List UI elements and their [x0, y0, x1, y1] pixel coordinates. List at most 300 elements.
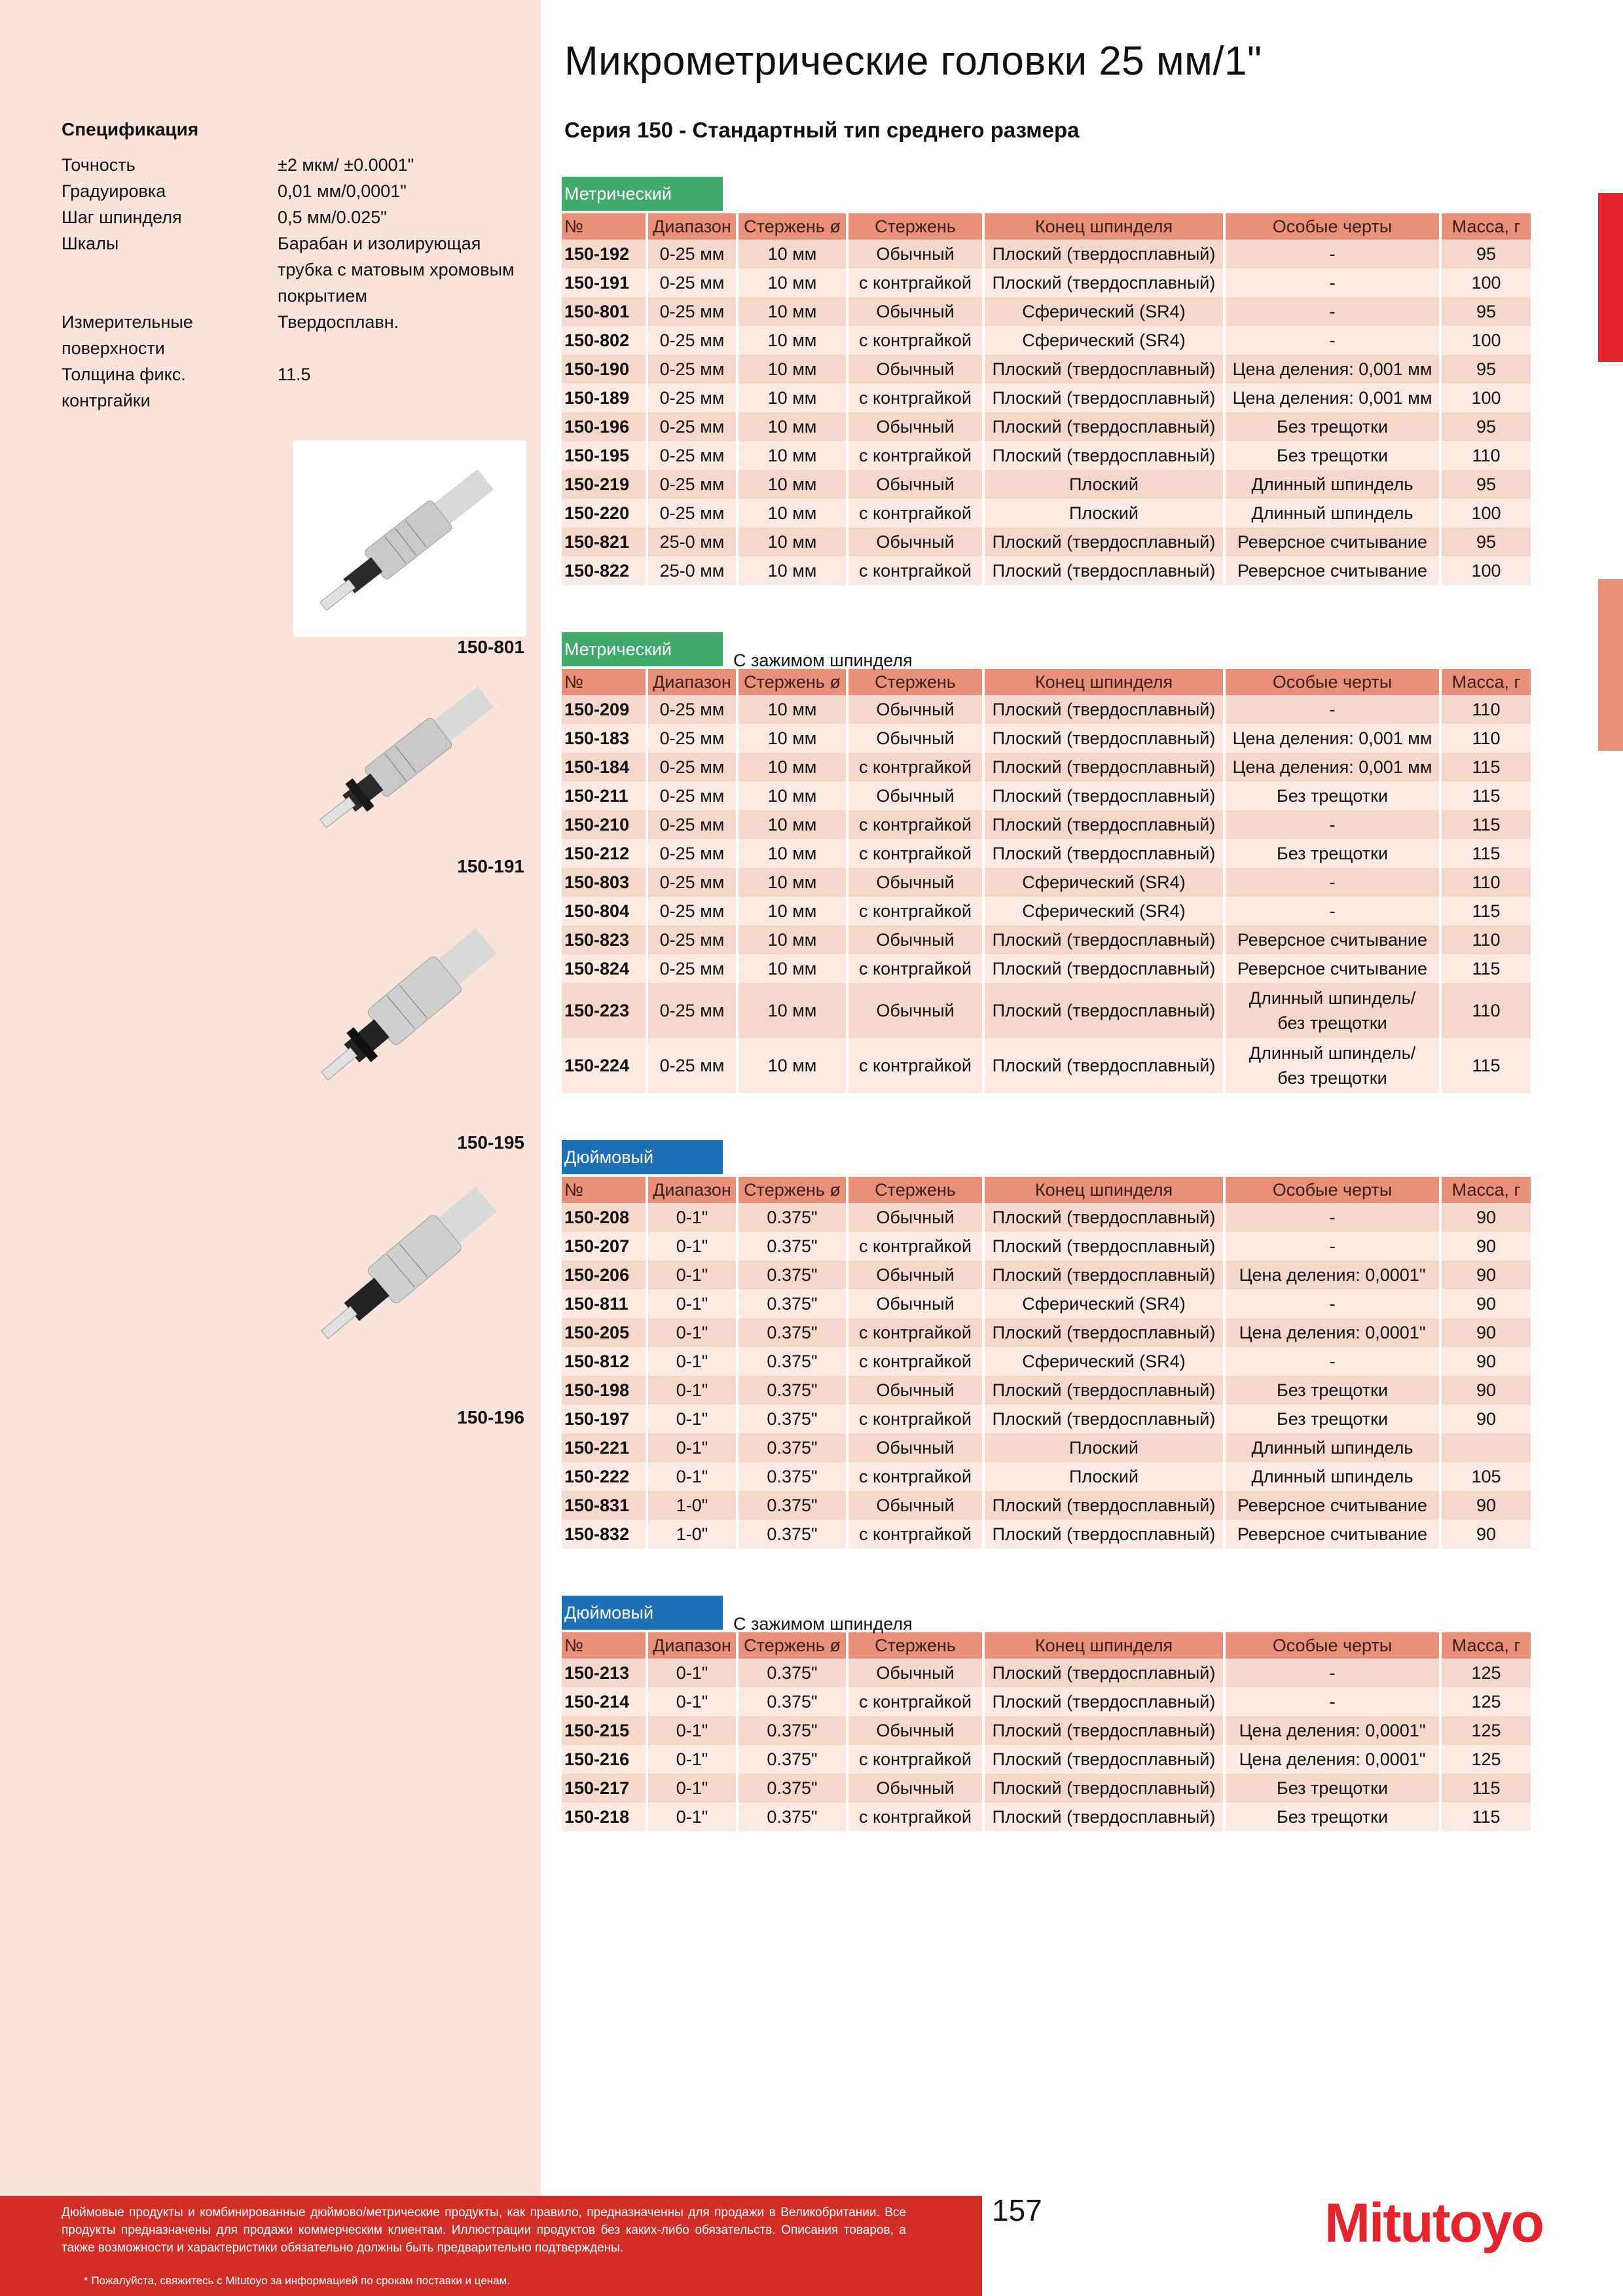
table-cell: 0.375": [739, 1491, 846, 1520]
table-cell: Реверсное считывание: [1226, 528, 1439, 556]
table-cell: 0-1": [648, 1405, 736, 1433]
spec-key: Шкалы: [62, 234, 119, 253]
table-cell: Цена деления: 0,0001": [1226, 1318, 1439, 1347]
table-cell: 110: [1442, 925, 1531, 954]
table-cell: 0-25 мм: [648, 954, 736, 983]
column-header: Конец шпинделя: [985, 1632, 1223, 1659]
table-cell: 95: [1442, 412, 1531, 441]
cell-line: без трещотки: [1277, 1068, 1387, 1088]
table-cell: Плоский (твердосплавный): [985, 925, 1223, 954]
table-row: [562, 1232, 1531, 1261]
table-cell: Обычный: [848, 412, 982, 441]
column-header: Конец шпинделя: [985, 669, 1223, 695]
table-cell: Обычный: [848, 983, 982, 1038]
micrometer-head-icon: [293, 440, 526, 637]
column-header: Диапазон: [648, 669, 736, 695]
product-code: 150-206: [562, 1261, 646, 1289]
column-header: Особые черты: [1226, 669, 1439, 695]
table-cell: Плоский (твердосплавный): [985, 954, 1223, 983]
table-cell: с контргайкой: [848, 1405, 982, 1433]
footer-disclaimer: [0, 2196, 982, 2296]
product-code: 150-802: [562, 326, 646, 355]
table-cell: с контргайкой: [848, 1745, 982, 1774]
table-cell: 10 мм: [739, 384, 846, 412]
table-cell: 1-0": [648, 1491, 736, 1520]
table-cell: 0-25 мм: [648, 499, 736, 528]
table-cell: Без трещотки: [1226, 839, 1439, 868]
table-cell: 10 мм: [739, 810, 846, 839]
table-cell: 0-25 мм: [648, 1038, 736, 1093]
table-cell: 0.375": [739, 1405, 846, 1433]
micrometer-head-icon: [293, 897, 526, 1113]
table-cell: Плоский (твердосплавный): [985, 1687, 1223, 1716]
table-cell: Цена деления: 0,001 мм: [1226, 384, 1439, 412]
table-row: [562, 753, 1531, 781]
table-cell: 115: [1442, 1038, 1531, 1093]
column-header: №: [562, 213, 646, 240]
table-cell: 0-25 мм: [648, 297, 736, 326]
spec-value: 0,5 мм/0.025": [278, 207, 387, 227]
table-cell: Обычный: [848, 724, 982, 753]
column-header: Особые черты: [1226, 1177, 1439, 1203]
table-row: [562, 1261, 1531, 1289]
table-cell: 10 мм: [739, 954, 846, 983]
table-cell: 90: [1442, 1491, 1531, 1520]
table-cell: 115: [1442, 954, 1531, 983]
table-cell: -: [1226, 868, 1439, 897]
table-cell: 0-1": [648, 1347, 736, 1376]
table-cell: Без трещотки: [1226, 1405, 1439, 1433]
spec-table: [62, 152, 533, 414]
table-cell: 0.375": [739, 1462, 846, 1491]
table-cell: с контргайкой: [848, 1038, 982, 1093]
product-code: 150-801: [562, 297, 646, 326]
column-header: Масса, г: [1442, 1177, 1531, 1203]
table-cell: 90: [1442, 1261, 1531, 1289]
product-code: 150-195: [562, 441, 646, 470]
right-edge-tab-salmon: [1598, 579, 1623, 751]
section-inch-clamp: [562, 1596, 1533, 1831]
table-cell: 90: [1442, 1232, 1531, 1261]
table-row: [562, 897, 1531, 925]
table-cell: Сферический (SR4): [985, 1289, 1223, 1318]
product-image-1-label: 150-801: [457, 637, 524, 657]
table-cell: с контргайкой: [848, 954, 982, 983]
table-cell: Обычный: [848, 1491, 982, 1520]
table-row: [562, 1716, 1531, 1745]
table-row: [562, 1462, 1531, 1491]
section-tag: Дюймовый: [562, 1596, 723, 1630]
column-header: Масса, г: [1442, 669, 1531, 695]
table-cell: 10 мм: [739, 925, 846, 954]
column-header: Стержень: [848, 669, 982, 695]
table-cell: Длинный шпиндель: [1226, 1433, 1439, 1462]
cell-line: Длинный шпиндель/: [1249, 988, 1416, 1008]
table-cell: 0-1": [648, 1462, 736, 1491]
table-cell: Без трещотки: [1226, 412, 1439, 441]
product-code: 150-184: [562, 753, 646, 781]
column-header: Стержень ø: [739, 1632, 846, 1659]
column-header: Конец шпинделя: [985, 213, 1223, 240]
table-cell: Реверсное считывание: [1226, 1491, 1439, 1520]
table-cell: 0.375": [739, 1261, 846, 1289]
table-cell: 0.375": [739, 1347, 846, 1376]
table-cell: Сферический (SR4): [985, 297, 1223, 326]
table-row: [562, 1203, 1531, 1232]
table-cell: 0.375": [739, 1659, 846, 1687]
table-cell: Обычный: [848, 781, 982, 810]
table-row: [562, 1774, 1531, 1803]
table-cell: 0.375": [739, 1687, 846, 1716]
table-cell: Плоский (твердосплавный): [985, 753, 1223, 781]
table-cell: 100: [1442, 384, 1531, 412]
footer-note: * Пожалуйста, свяжитесь с Mitutoyo за информацией по срокам поставки и ценам.: [84, 2274, 510, 2287]
table-cell: Плоский (твердосплавный): [985, 1774, 1223, 1803]
right-edge-tab-red: [1598, 193, 1623, 362]
table-cell: 10 мм: [739, 326, 846, 355]
table-cell: Плоский (твердосплавный): [985, 983, 1223, 1038]
table-cell: Сферический (SR4): [985, 897, 1223, 925]
table-cell: -: [1226, 1659, 1439, 1687]
table-cell: 0-25 мм: [648, 240, 736, 268]
table-row: [562, 983, 1531, 1038]
spec-value: 11.5: [278, 365, 311, 384]
product-code: 150-222: [562, 1462, 646, 1491]
product-code: 150-211: [562, 781, 646, 810]
table-row: [562, 1038, 1531, 1093]
cell-line: без трещотки: [1277, 1013, 1387, 1033]
table-row: [562, 781, 1531, 810]
table-cell: 10 мм: [739, 983, 846, 1038]
table-cell: -: [1226, 1203, 1439, 1232]
table-cell: Плоский (твердосплавный): [985, 1745, 1223, 1774]
table-cell: 10 мм: [739, 1038, 846, 1093]
column-header: Особые черты: [1226, 213, 1439, 240]
table-cell: с контргайкой: [848, 556, 982, 585]
table-row: [562, 1687, 1531, 1716]
table-cell: 90: [1442, 1203, 1531, 1232]
table-cell: Плоский: [985, 499, 1223, 528]
product-image-4-label: 150-196: [457, 1407, 524, 1427]
product-code: 150-191: [562, 268, 646, 297]
product-code: 150-218: [562, 1803, 646, 1831]
table-row: [562, 355, 1531, 384]
table-cell: Обычный: [848, 240, 982, 268]
table-cell: Реверсное считывание: [1226, 954, 1439, 983]
table-cell: Обычный: [848, 925, 982, 954]
table-cell: Плоский (твердосплавный): [985, 724, 1223, 753]
table-cell: 0-1": [648, 1203, 736, 1232]
table-row: [562, 1376, 1531, 1405]
table-cell: 0.375": [739, 1520, 846, 1549]
product-code: 150-832: [562, 1520, 646, 1549]
product-code: 150-209: [562, 695, 646, 724]
spec-row: [62, 152, 533, 178]
table-cell: 0-1": [648, 1232, 736, 1261]
table-row: [562, 412, 1531, 441]
table-cell: 95: [1442, 355, 1531, 384]
table-cell: 10 мм: [739, 556, 846, 585]
product-code: 150-811: [562, 1289, 646, 1318]
table-cell: -: [1226, 297, 1439, 326]
product-image-3: [293, 897, 526, 1113]
product-code: 150-812: [562, 1347, 646, 1376]
table-cell: Плоский: [985, 470, 1223, 499]
table-cell: Сферический (SR4): [985, 326, 1223, 355]
table-cell: Обычный: [848, 1659, 982, 1687]
spec-row: [62, 178, 533, 204]
spec-value: Твердосплавн.: [278, 312, 399, 332]
table-row: [562, 954, 1531, 983]
table-cell: 10 мм: [739, 528, 846, 556]
table-cell: [1226, 983, 1439, 1038]
column-header: Диапазон: [648, 1632, 736, 1659]
cell-line: Длинный шпиндель/: [1249, 1043, 1416, 1063]
column-header: Стержень: [848, 1632, 982, 1659]
table-cell: Без трещотки: [1226, 1376, 1439, 1405]
table-cell: 0-1": [648, 1433, 736, 1462]
table-row: [562, 297, 1531, 326]
product-image-2: [293, 655, 526, 857]
product-table: [559, 1632, 1533, 1831]
table-cell: 0-25 мм: [648, 384, 736, 412]
table-cell: Обычный: [848, 1716, 982, 1745]
product-code: 150-212: [562, 839, 646, 868]
table-cell: 0-25 мм: [648, 753, 736, 781]
table-cell: 0.375": [739, 1376, 846, 1405]
table-cell: Цена деления: 0,001 мм: [1226, 724, 1439, 753]
table-cell: 10 мм: [739, 268, 846, 297]
spec-value: Барабан и изолирующая трубка с матовым хромовым покрытием: [278, 234, 515, 306]
table-cell: Плоский (твердосплавный): [985, 1038, 1223, 1093]
table-cell: Без трещотки: [1226, 441, 1439, 470]
table-cell: 115: [1442, 810, 1531, 839]
table-cell: 90: [1442, 1318, 1531, 1347]
table-cell: Обычный: [848, 528, 982, 556]
table-cell: Обычный: [848, 355, 982, 384]
table-cell: Плоский (твердосплавный): [985, 1716, 1223, 1745]
table-cell: Без трещотки: [1226, 1803, 1439, 1831]
table-cell: 0-25 мм: [648, 839, 736, 868]
table-cell: 95: [1442, 297, 1531, 326]
table-cell: 0.375": [739, 1433, 846, 1462]
table-cell: 0-1": [648, 1745, 736, 1774]
spec-key: Точность: [62, 155, 136, 175]
table-cell: с контргайкой: [848, 839, 982, 868]
table-cell: с контргайкой: [848, 810, 982, 839]
table-cell: 10 мм: [739, 753, 846, 781]
table-cell: 0-1": [648, 1261, 736, 1289]
table-cell: -: [1226, 1347, 1439, 1376]
table-cell: Цена деления: 0,001 мм: [1226, 355, 1439, 384]
table-cell: 10 мм: [739, 441, 846, 470]
table-cell: Плоский (твердосплавный): [985, 695, 1223, 724]
spec-row: [62, 230, 533, 309]
table-cell: с контргайкой: [848, 1318, 982, 1347]
table-cell: 0-25 мм: [648, 355, 736, 384]
column-header: Стержень: [848, 213, 982, 240]
table-cell: 0-1": [648, 1716, 736, 1745]
product-code: 150-224: [562, 1038, 646, 1093]
table-cell: 10 мм: [739, 839, 846, 868]
column-header: Конец шпинделя: [985, 1177, 1223, 1203]
table-cell: Обычный: [848, 1376, 982, 1405]
column-header: Масса, г: [1442, 213, 1531, 240]
table-row: [562, 1433, 1531, 1462]
table-cell: 100: [1442, 268, 1531, 297]
table-cell: Плоский (твердосплавный): [985, 1318, 1223, 1347]
table-row: [562, 499, 1531, 528]
table-cell: 0.375": [739, 1289, 846, 1318]
table-row: [562, 868, 1531, 897]
table-cell: 0.375": [739, 1803, 846, 1831]
table-cell: [1226, 1038, 1439, 1093]
product-table: [559, 669, 1533, 1093]
spec-value: ±2 мкм/ ±0.0001": [278, 155, 414, 175]
table-cell: Обычный: [848, 1289, 982, 1318]
table-cell: 10 мм: [739, 868, 846, 897]
table-row: [562, 1520, 1531, 1549]
table-cell: Длинный шпиндель: [1226, 499, 1439, 528]
table-cell: Плоский (твердосплавный): [985, 1232, 1223, 1261]
spec-key: Градуировка: [62, 181, 166, 201]
product-code: 150-189: [562, 384, 646, 412]
section-tag: Метрический: [562, 632, 723, 666]
product-code: 150-823: [562, 925, 646, 954]
table-cell: 125: [1442, 1687, 1531, 1716]
table-cell: 0-25 мм: [648, 983, 736, 1038]
section-subtitle: С зажимом шпинделя: [733, 1614, 913, 1634]
table-cell: Плоский (твердосплавный): [985, 839, 1223, 868]
table-cell: Цена деления: 0,0001": [1226, 1716, 1439, 1745]
table-cell: -: [1226, 1687, 1439, 1716]
product-code: 150-213: [562, 1659, 646, 1687]
table-cell: Плоский (твердосплавный): [985, 1659, 1223, 1687]
column-header: Масса, г: [1442, 1632, 1531, 1659]
mitutoyo-logo: Mitutoyo: [1324, 2192, 1543, 2253]
table-cell: 110: [1442, 724, 1531, 753]
table-cell: с контргайкой: [848, 326, 982, 355]
table-cell: с контргайкой: [848, 1687, 982, 1716]
table-cell: с контргайкой: [848, 1347, 982, 1376]
table-cell: с контргайкой: [848, 753, 982, 781]
table-cell: Сферический (SR4): [985, 1347, 1223, 1376]
product-code: 150-196: [562, 412, 646, 441]
column-header: №: [562, 669, 646, 695]
table-cell: Обычный: [848, 297, 982, 326]
table-cell: Обычный: [848, 1203, 982, 1232]
product-code: 150-822: [562, 556, 646, 585]
table-cell: 25-0 мм: [648, 528, 736, 556]
table-cell: 90: [1442, 1520, 1531, 1549]
product-image-1: [293, 440, 526, 637]
table-cell: 10 мм: [739, 499, 846, 528]
table-cell: с контргайкой: [848, 1462, 982, 1491]
table-cell: 0.375": [739, 1232, 846, 1261]
product-table: [559, 1177, 1533, 1549]
section-subtitle: С зажимом шпинделя: [733, 651, 913, 670]
table-cell: 125: [1442, 1659, 1531, 1687]
table-cell: Плоский (твердосплавный): [985, 441, 1223, 470]
table-cell: 0-1": [648, 1687, 736, 1716]
table-cell: 0-25 мм: [648, 781, 736, 810]
table-cell: Плоский: [985, 1462, 1223, 1491]
table-cell: Плоский (твердосплавный): [985, 1491, 1223, 1520]
product-code: 150-803: [562, 868, 646, 897]
table-row: [562, 1347, 1531, 1376]
table-cell: с контргайкой: [848, 1232, 982, 1261]
section-tag: Метрический: [562, 177, 723, 211]
table-cell: 110: [1442, 868, 1531, 897]
table-cell: 0.375": [739, 1745, 846, 1774]
table-cell: Плоский (твердосплавный): [985, 355, 1223, 384]
table-cell: Плоский (твердосплавный): [985, 268, 1223, 297]
table-header-row: [562, 669, 1531, 695]
table-cell: 0-25 мм: [648, 897, 736, 925]
table-cell: Реверсное считывание: [1226, 556, 1439, 585]
table-cell: Без трещотки: [1226, 781, 1439, 810]
table-cell: Плоский (твердосплавный): [985, 412, 1223, 441]
table-cell: Обычный: [848, 1433, 982, 1462]
page-title: Микрометрические головки 25 мм/1": [564, 39, 1262, 84]
table-cell: 0-1": [648, 1376, 736, 1405]
table-cell: -: [1226, 897, 1439, 925]
table-cell: 100: [1442, 499, 1531, 528]
table-row: [562, 1318, 1531, 1347]
table-row: [562, 1659, 1531, 1687]
table-cell: Обычный: [848, 1261, 982, 1289]
table-cell: Плоский (твердосплавный): [985, 1405, 1223, 1433]
table-row: [562, 1289, 1531, 1318]
table-cell: 10 мм: [739, 240, 846, 268]
table-cell: Плоский (твердосплавный): [985, 384, 1223, 412]
table-cell: 0-1": [648, 1659, 736, 1687]
column-header: Стержень ø: [739, 1177, 846, 1203]
table-row: [562, 326, 1531, 355]
table-cell: Обычный: [848, 470, 982, 499]
table-cell: 0-1": [648, 1318, 736, 1347]
column-header: №: [562, 1632, 646, 1659]
table-cell: 0-25 мм: [648, 695, 736, 724]
table-cell: 115: [1442, 897, 1531, 925]
table-cell: 95: [1442, 470, 1531, 499]
column-header: Диапазон: [648, 1177, 736, 1203]
table-cell: с контргайкой: [848, 897, 982, 925]
table-cell: Плоский (твердосплавный): [985, 1803, 1223, 1831]
spec-key: Измерительные поверхности: [62, 312, 193, 358]
series-title: Серия 150 - Стандартный тип среднего размера: [564, 118, 1080, 142]
table-cell: 125: [1442, 1745, 1531, 1774]
table-cell: -: [1226, 326, 1439, 355]
product-code: 150-215: [562, 1716, 646, 1745]
table-row: [562, 695, 1531, 724]
column-header: Стержень: [848, 1177, 982, 1203]
table-cell: 1-0": [648, 1520, 736, 1549]
table-cell: с контргайкой: [848, 441, 982, 470]
table-cell: 0-25 мм: [648, 724, 736, 753]
table-cell: с контргайкой: [848, 1520, 982, 1549]
table-cell: 115: [1442, 839, 1531, 868]
product-code: 150-223: [562, 983, 646, 1038]
table-row: [562, 528, 1531, 556]
product-code: 150-197: [562, 1405, 646, 1433]
table-cell: Плоский (твердосплавный): [985, 1203, 1223, 1232]
product-code: 150-804: [562, 897, 646, 925]
table-cell: 115: [1442, 753, 1531, 781]
table-cell: 110: [1442, 983, 1531, 1038]
table-cell: 0.375": [739, 1203, 846, 1232]
product-code: 150-821: [562, 528, 646, 556]
